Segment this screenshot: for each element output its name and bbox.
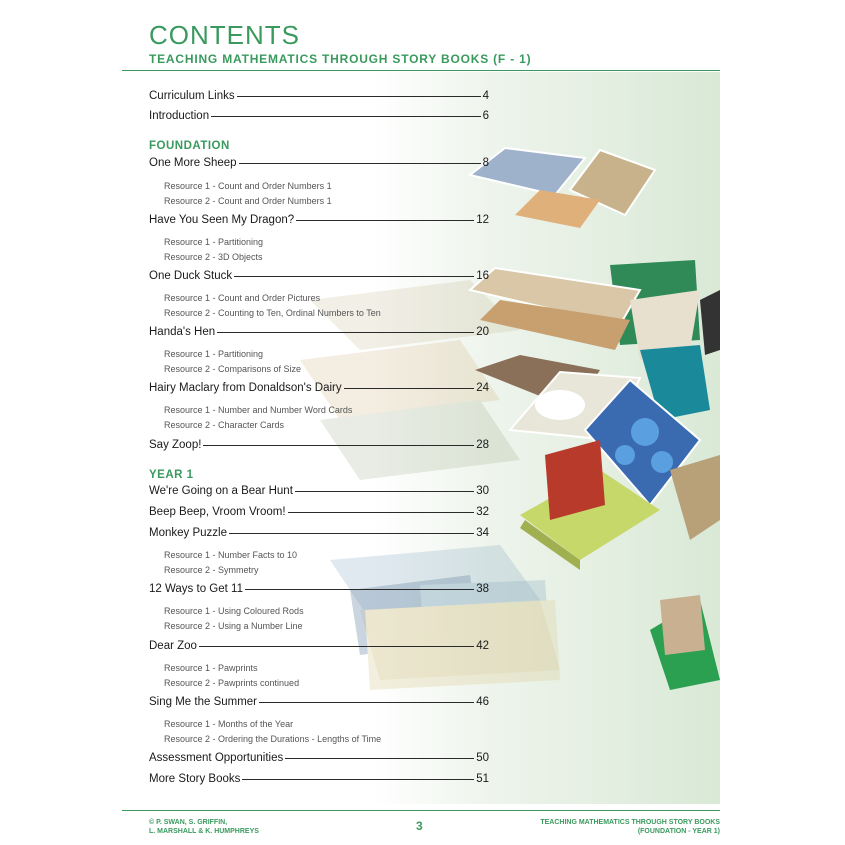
toc-entry-introduction[interactable] (149, 110, 489, 122)
footer-book-line1: TEACHING MATHEMATICS THROUGH STORY BOOKS (540, 819, 720, 826)
toc-entry-label: 12 Ways to Get 11 (149, 583, 243, 595)
header-divider (122, 70, 720, 71)
resource-item: Resource 1 - Using Coloured Rods (164, 606, 304, 616)
toc-entry-label: Have You Seen My Dragon? (149, 214, 295, 226)
page-title: CONTENTS (149, 20, 300, 50)
resource-item: Resource 1 - Months of the Year (164, 719, 294, 729)
toc-entry-page: 42 (476, 640, 489, 652)
toc-entry-label: Handa's Hen (149, 326, 216, 338)
toc-entry-dear-zoo[interactable] (149, 640, 489, 652)
resource-item: Resource 1 - Count and Order Pictures (164, 293, 321, 303)
footer-authors-line1: © P. SWAN, S. GRIFFIN, (149, 819, 228, 826)
toc-entry-label: Curriculum Links (149, 90, 235, 102)
toc-entry-label: One Duck Stuck (149, 270, 233, 282)
resource-item: Resource 1 - Partitioning (164, 237, 264, 247)
toc-entry-page: 6 (482, 110, 489, 122)
footer-divider (122, 810, 720, 811)
resource-item: Resource 2 - Count and Order Numbers 1 (164, 196, 332, 206)
resource-item: Resource 1 - Number Facts to 10 (164, 550, 298, 560)
toc-entry-page: 30 (476, 485, 489, 497)
resource-item: Resource 1 - Count and Order Numbers 1 (164, 181, 332, 191)
resource-item: Resource 1 - Partitioning (164, 349, 264, 359)
toc-entry-more-story-books[interactable] (149, 773, 489, 785)
resource-item: Resource 2 - Counting to Ten, Ordinal Numbers to Ten (164, 308, 381, 318)
resource-item: Resource 2 - Character Cards (164, 420, 285, 430)
toc-entry-label: One More Sheep (149, 157, 237, 169)
toc-entry-monkey-puzzle[interactable] (149, 527, 489, 539)
resource-item: Resource 2 - Comparisons of Size (164, 364, 302, 374)
footer-book-title (540, 818, 720, 836)
toc-entry-12-ways[interactable] (149, 583, 489, 595)
toc-entry-label: Dear Zoo (149, 640, 197, 652)
toc-entry-assessment[interactable] (149, 752, 489, 764)
toc-entry-page: 28 (476, 439, 489, 451)
toc-entry-bear-hunt[interactable] (149, 485, 489, 497)
toc-entry-label: Introduction (149, 110, 210, 122)
toc-entry-label: Assessment Opportunities (149, 752, 284, 764)
resource-item: Resource 2 - Pawprints continued (164, 678, 300, 688)
footer-authors (149, 818, 259, 836)
toc-entry-page: 38 (476, 583, 489, 595)
resource-item: Resource 1 - Pawprints (164, 663, 258, 673)
toc-entry-page: 4 (482, 90, 489, 102)
resource-item: Resource 2 - Using a Number Line (164, 621, 303, 631)
toc-entry-page: 51 (476, 773, 489, 785)
toc-entry-label: Say Zoop! (149, 439, 202, 451)
toc-entry-label: We're Going on a Bear Hunt (149, 485, 293, 497)
toc-entry-label: Hairy Maclary from Donaldson's Dairy (149, 382, 342, 394)
toc-entry-page: 24 (476, 382, 489, 394)
page-number: 3 (416, 819, 423, 833)
page-subtitle: TEACHING MATHEMATICS THROUGH STORY BOOKS (F - 1) (149, 52, 532, 66)
footer-book-line2: (FOUNDATION - YEAR 1) (637, 828, 720, 835)
resource-item: Resource 2 - Ordering the Durations - Lengths of Time (164, 734, 382, 744)
section-heading-year-1: YEAR 1 (149, 469, 194, 481)
toc-entry-sing-me-the-summer[interactable] (149, 696, 489, 708)
toc-entry-page: 32 (476, 506, 489, 518)
resource-item: Resource 2 - 3D Objects (164, 252, 263, 262)
resource-item: Resource 1 - Number and Number Word Cards (164, 405, 353, 415)
toc-entry-page: 20 (476, 326, 489, 338)
toc-entry-one-duck-stuck[interactable] (149, 270, 489, 282)
toc-entry-page: 46 (476, 696, 489, 708)
toc-entry-page: 34 (476, 527, 489, 539)
toc-entry-beep-beep[interactable] (149, 506, 489, 518)
toc-entry-curriculum-links[interactable] (149, 90, 489, 102)
toc-entry-label: Sing Me the Summer (149, 696, 258, 708)
toc-entry-page: 50 (476, 752, 489, 764)
section-heading-foundation: FOUNDATION (149, 140, 230, 152)
toc-entry-one-more-sheep[interactable] (149, 157, 489, 169)
toc-entry-say-zoop[interactable] (149, 439, 489, 451)
toc-entry-page: 8 (482, 157, 489, 169)
toc-entry-handas-hen[interactable] (149, 326, 489, 338)
resource-item: Resource 2 - Symmetry (164, 565, 259, 575)
toc-entry-page: 12 (476, 214, 489, 226)
toc-entry-hairy-maclary[interactable] (149, 382, 489, 394)
toc-entry-label: Monkey Puzzle (149, 527, 227, 539)
toc-entry-label: More Story Books (149, 773, 241, 785)
footer-authors-line2: L. MARSHALL & K. HUMPHREYS (149, 828, 259, 835)
toc-entry-page: 16 (476, 270, 489, 282)
toc-entry-label: Beep Beep, Vroom Vroom! (149, 506, 286, 518)
toc-entry-have-you-seen-my-dragon[interactable] (149, 214, 489, 226)
